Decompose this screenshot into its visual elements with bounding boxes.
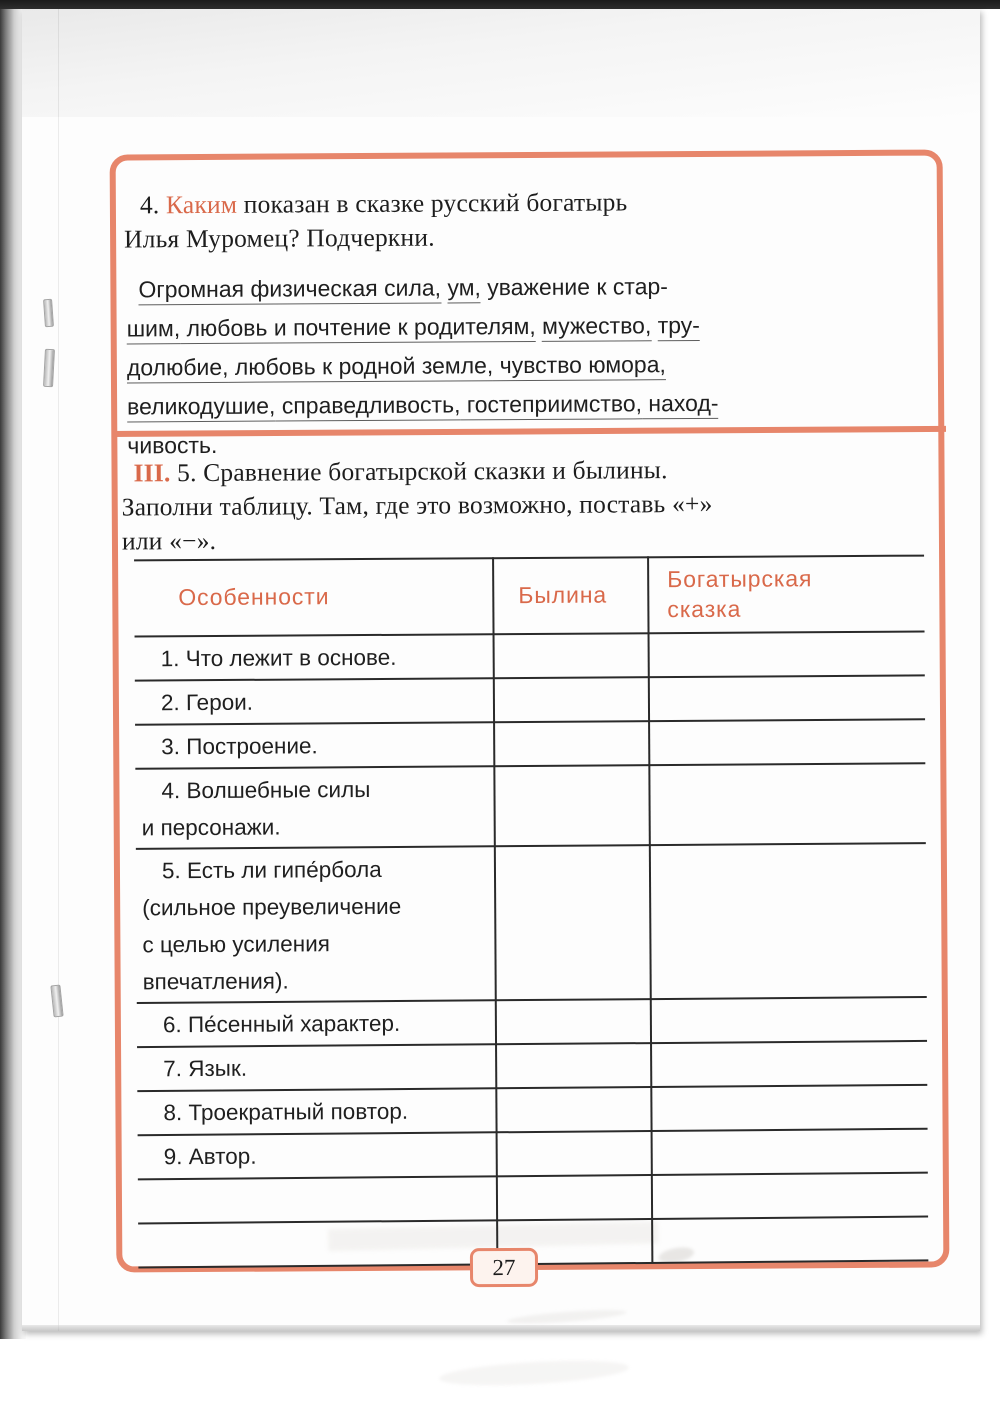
table-answer-cell-bogatyrskaya-skazka[interactable] (650, 633, 923, 675)
table-answer-cell-bylina[interactable] (498, 1176, 649, 1217)
underlined-answer-word: Огромная физическая сила, (138, 275, 441, 306)
table-row-label: 8. Троекратный повтор. (163, 1098, 409, 1126)
table-row-label: 3. Построение. (161, 733, 318, 760)
table-top-border (134, 555, 924, 561)
task-5-heading-line-1 (133, 453, 667, 490)
table-row-label: 4. Волшебные силы (161, 776, 371, 804)
underlined-answer-word: тру- (658, 312, 700, 341)
table-answer-cell-bylina[interactable] (495, 766, 646, 843)
task-5-heading-line-3: или «−». (121, 525, 217, 556)
task-4-answer-word-list[interactable] (126, 266, 926, 459)
table-answer-cell-bogatyrskaya-skazka[interactable] (650, 721, 923, 763)
table-row-label: 1. Что лежит в основе. (160, 644, 397, 672)
page-bottom-edge-shadow (22, 1325, 980, 1331)
task-4-accent-word: Каким (165, 189, 238, 220)
task-4-question-line-1 (140, 185, 628, 222)
page-fold-line (58, 9, 59, 1331)
page-top-lighting-gradient (22, 9, 980, 117)
task-5-heading-rest: Сравнение богатырской сказки и былины. (203, 455, 668, 487)
answer-word: чивость. (127, 431, 218, 459)
table-header-line: Богатырская (667, 565, 813, 593)
table-header-bylina: Былина (518, 581, 608, 609)
underlined-answer-word: любовь к родной земле, (228, 352, 493, 383)
comparison-table[interactable] (134, 555, 928, 1266)
underlined-answer-word: великодушие, (127, 393, 275, 423)
table-answer-cell-bylina[interactable] (496, 846, 648, 997)
task-4-question-line-2: Илья Муромец? Подчеркни. (124, 222, 435, 254)
word-list-line (138, 267, 668, 309)
section-roman-numeral: III. (133, 458, 171, 488)
table-header-bogatyrskaya-skazka (667, 563, 917, 625)
table-row-label: 6. Пе́сенный характер. (162, 1010, 401, 1038)
underlined-answer-word: чувство юмора, (493, 351, 666, 381)
table-row-label: (сильное преувеличение (142, 893, 402, 921)
table-row-label: с целью усиления (142, 931, 331, 958)
table-header-line: сказка (667, 595, 742, 623)
table-answer-cell-bogatyrskaya-skazka[interactable] (652, 999, 925, 1041)
table-answer-cell-bogatyrskaya-skazka[interactable] (650, 677, 923, 719)
staple-mark (43, 299, 54, 328)
word-list-line (127, 345, 666, 387)
table-answer-cell-bylina[interactable] (495, 634, 646, 675)
task-5-heading-line-2: Заполни таблицу. Там, где это возможно, поставь «+» (121, 488, 713, 522)
table-answer-cell-bylina[interactable] (495, 678, 646, 719)
table-row-label: 2. Герои. (160, 689, 254, 716)
page-content (110, 149, 950, 1272)
underlined-answer-word: долюбие, (127, 354, 229, 384)
underlined-answer-word: справедливость, (275, 391, 460, 421)
table-row-label: и персонажи. (141, 814, 281, 841)
table-answer-cell-bogatyrskaya-skazka[interactable] (653, 1175, 926, 1217)
task-4-number: 4. (139, 190, 160, 220)
word-list-line (127, 306, 701, 349)
table-answer-cell-bylina[interactable] (495, 722, 646, 763)
underlined-answer-word: мужество, (542, 312, 651, 342)
table-row-label: впечатления). (142, 968, 289, 995)
table-answer-cell-bogatyrskaya-skazka[interactable] (652, 1043, 925, 1085)
table-row-label: 9. Автор. (163, 1143, 257, 1170)
table-answer-cell-bylina[interactable] (497, 1000, 648, 1041)
table-answer-cell-bogatyrskaya-skazka[interactable] (653, 1131, 926, 1173)
table-answer-cell-bogatyrskaya-skazka[interactable] (653, 1219, 926, 1261)
underlined-answer-word: шим, (127, 315, 181, 344)
table-row-label: 5. Есть ли гипе́рбола (161, 856, 382, 884)
table-answer-cell-bogatyrskaya-skazka[interactable] (650, 765, 923, 843)
scan-top-dark-band (0, 0, 1000, 9)
answer-word: уважение к стар- (480, 273, 668, 301)
table-answer-cell-bogatyrskaya-skazka[interactable] (651, 845, 925, 997)
underlined-answer-word: ум, (447, 274, 481, 303)
table-row-label: 7. Язык. (163, 1055, 248, 1082)
table-answer-cell-bylina[interactable] (497, 1088, 648, 1129)
task-5-number: 5. (176, 458, 197, 488)
staple-mark (43, 349, 55, 387)
underlined-answer-word: гостеприимство, (460, 390, 642, 420)
underlined-answer-word: наход- (642, 390, 719, 419)
underlined-answer-word: любовь и почтение к родителям, (180, 313, 536, 344)
page-number-badge: 27 (470, 1248, 538, 1287)
table-header-features: Особенности (178, 583, 330, 611)
table-answer-cell-bylina[interactable] (498, 1132, 649, 1173)
table-answer-cell-bylina[interactable] (497, 1044, 648, 1085)
table-answer-cell-bogatyrskaya-skazka[interactable] (652, 1087, 925, 1129)
word-list-line (127, 384, 719, 427)
task-4-question-rest: показан в сказке русский богатырь (243, 187, 628, 219)
